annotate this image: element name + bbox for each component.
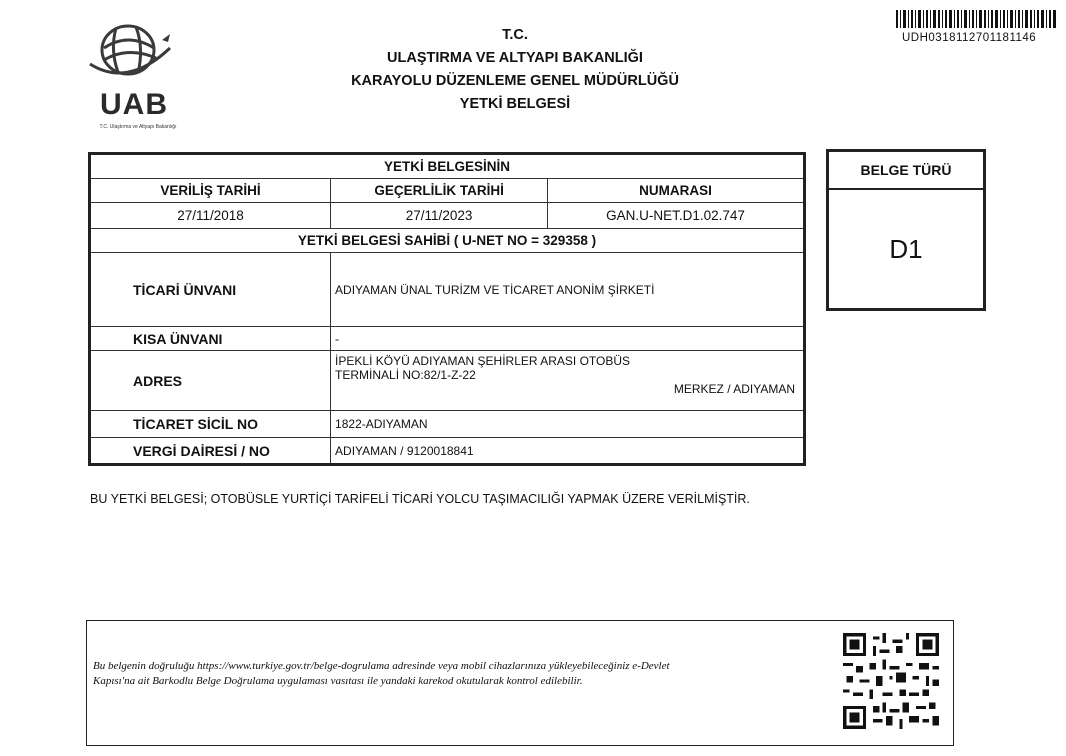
qr-code-icon — [843, 633, 939, 729]
registry-label: TİCARET SİCİL NO — [90, 411, 331, 438]
valid-date-value: 27/11/2023 — [331, 203, 548, 229]
authorization-note: BU YETKİ BELGESİ; OTOBÜSLE YURTİÇİ TARİFELİ TİCARİ YOLCU TAŞIMACILIĞI YAPMAK ÜZERE VERİLMİŞTİR. — [90, 492, 750, 506]
logo-subtitle: T.C. Ulaştırma ve Altyapı Bakanlığı — [99, 124, 177, 130]
verification-box — [86, 620, 954, 746]
issue-date-value: 27/11/2018 — [90, 203, 331, 229]
short-name-value: - — [331, 327, 805, 351]
address-value — [331, 351, 805, 411]
owner-header: YETKİ BELGESİ SAHİBİ ( U-NET NO = 329358 ) — [90, 229, 805, 253]
address-line2: TERMİNALİ NO:82/1-Z-22 — [335, 368, 476, 382]
table-title: YETKİ BELGESİNİN — [90, 154, 805, 179]
document-type-title: BELGE TÜRÜ — [829, 152, 983, 190]
barcode-number: UDH0318112701181146 — [902, 32, 1037, 44]
verification-line1: Bu belgenin doğruluğu https://www.turkiye.gov.tr/belge-dogrulama adresinde veya mobil cihazlarınıza yükleyebileceğiniz e-Devlet — [93, 660, 670, 672]
registry-value: 1822-ADIYAMAN — [331, 411, 805, 438]
address-label: ADRES — [90, 351, 331, 411]
header-ministry: ULAŞTIRMA VE ALTYAPI BAKANLIĞI — [387, 50, 643, 66]
address-city: MERKEZ / ADIYAMAN — [673, 382, 795, 396]
number-header: NUMARASI — [548, 179, 805, 203]
verification-text — [93, 659, 813, 689]
trade-name-label: TİCARİ ÜNVANI — [90, 253, 331, 327]
short-name-label: KISA ÜNVANI — [90, 327, 331, 351]
tax-value: ADIYAMAN / 9120018841 — [331, 438, 805, 465]
document-type-value: D1 — [889, 234, 923, 264]
address-line1: İPEKLİ KÖYÜ ADIYAMAN ŞEHİRLER ARASI OTOBÜS — [335, 354, 631, 368]
header-doc-title: YETKİ BELGESİ — [459, 96, 571, 112]
barcode-icon — [896, 10, 1056, 28]
document-type-box — [826, 149, 986, 311]
document-header — [300, 24, 730, 116]
valid-date-header: GEÇERLİLİK TARİHİ — [331, 179, 548, 203]
header-line1: T.C. — [502, 27, 528, 43]
tax-label: VERGİ DAİRESİ / NO — [90, 438, 331, 465]
verification-line2: Kapısı'na ait Barkodlu Belge Doğrulama uygulaması vasıtası ile yandaki karekod okutularak kontrol edilebilir. — [93, 675, 583, 687]
certificate-table — [88, 152, 806, 466]
logo-text: UAB — [100, 88, 168, 121]
number-value: GAN.U-NET.D1.02.747 — [548, 203, 805, 229]
issue-date-header: VERİLİŞ TARİHİ — [90, 179, 331, 203]
header-directorate: KARAYOLU DÜZENLEME GENEL MÜDÜRLÜĞÜ — [351, 73, 679, 89]
trade-name-value: ADIYAMAN ÜNAL TURİZM VE TİCARET ANONİM ŞİRKETİ — [331, 253, 805, 327]
